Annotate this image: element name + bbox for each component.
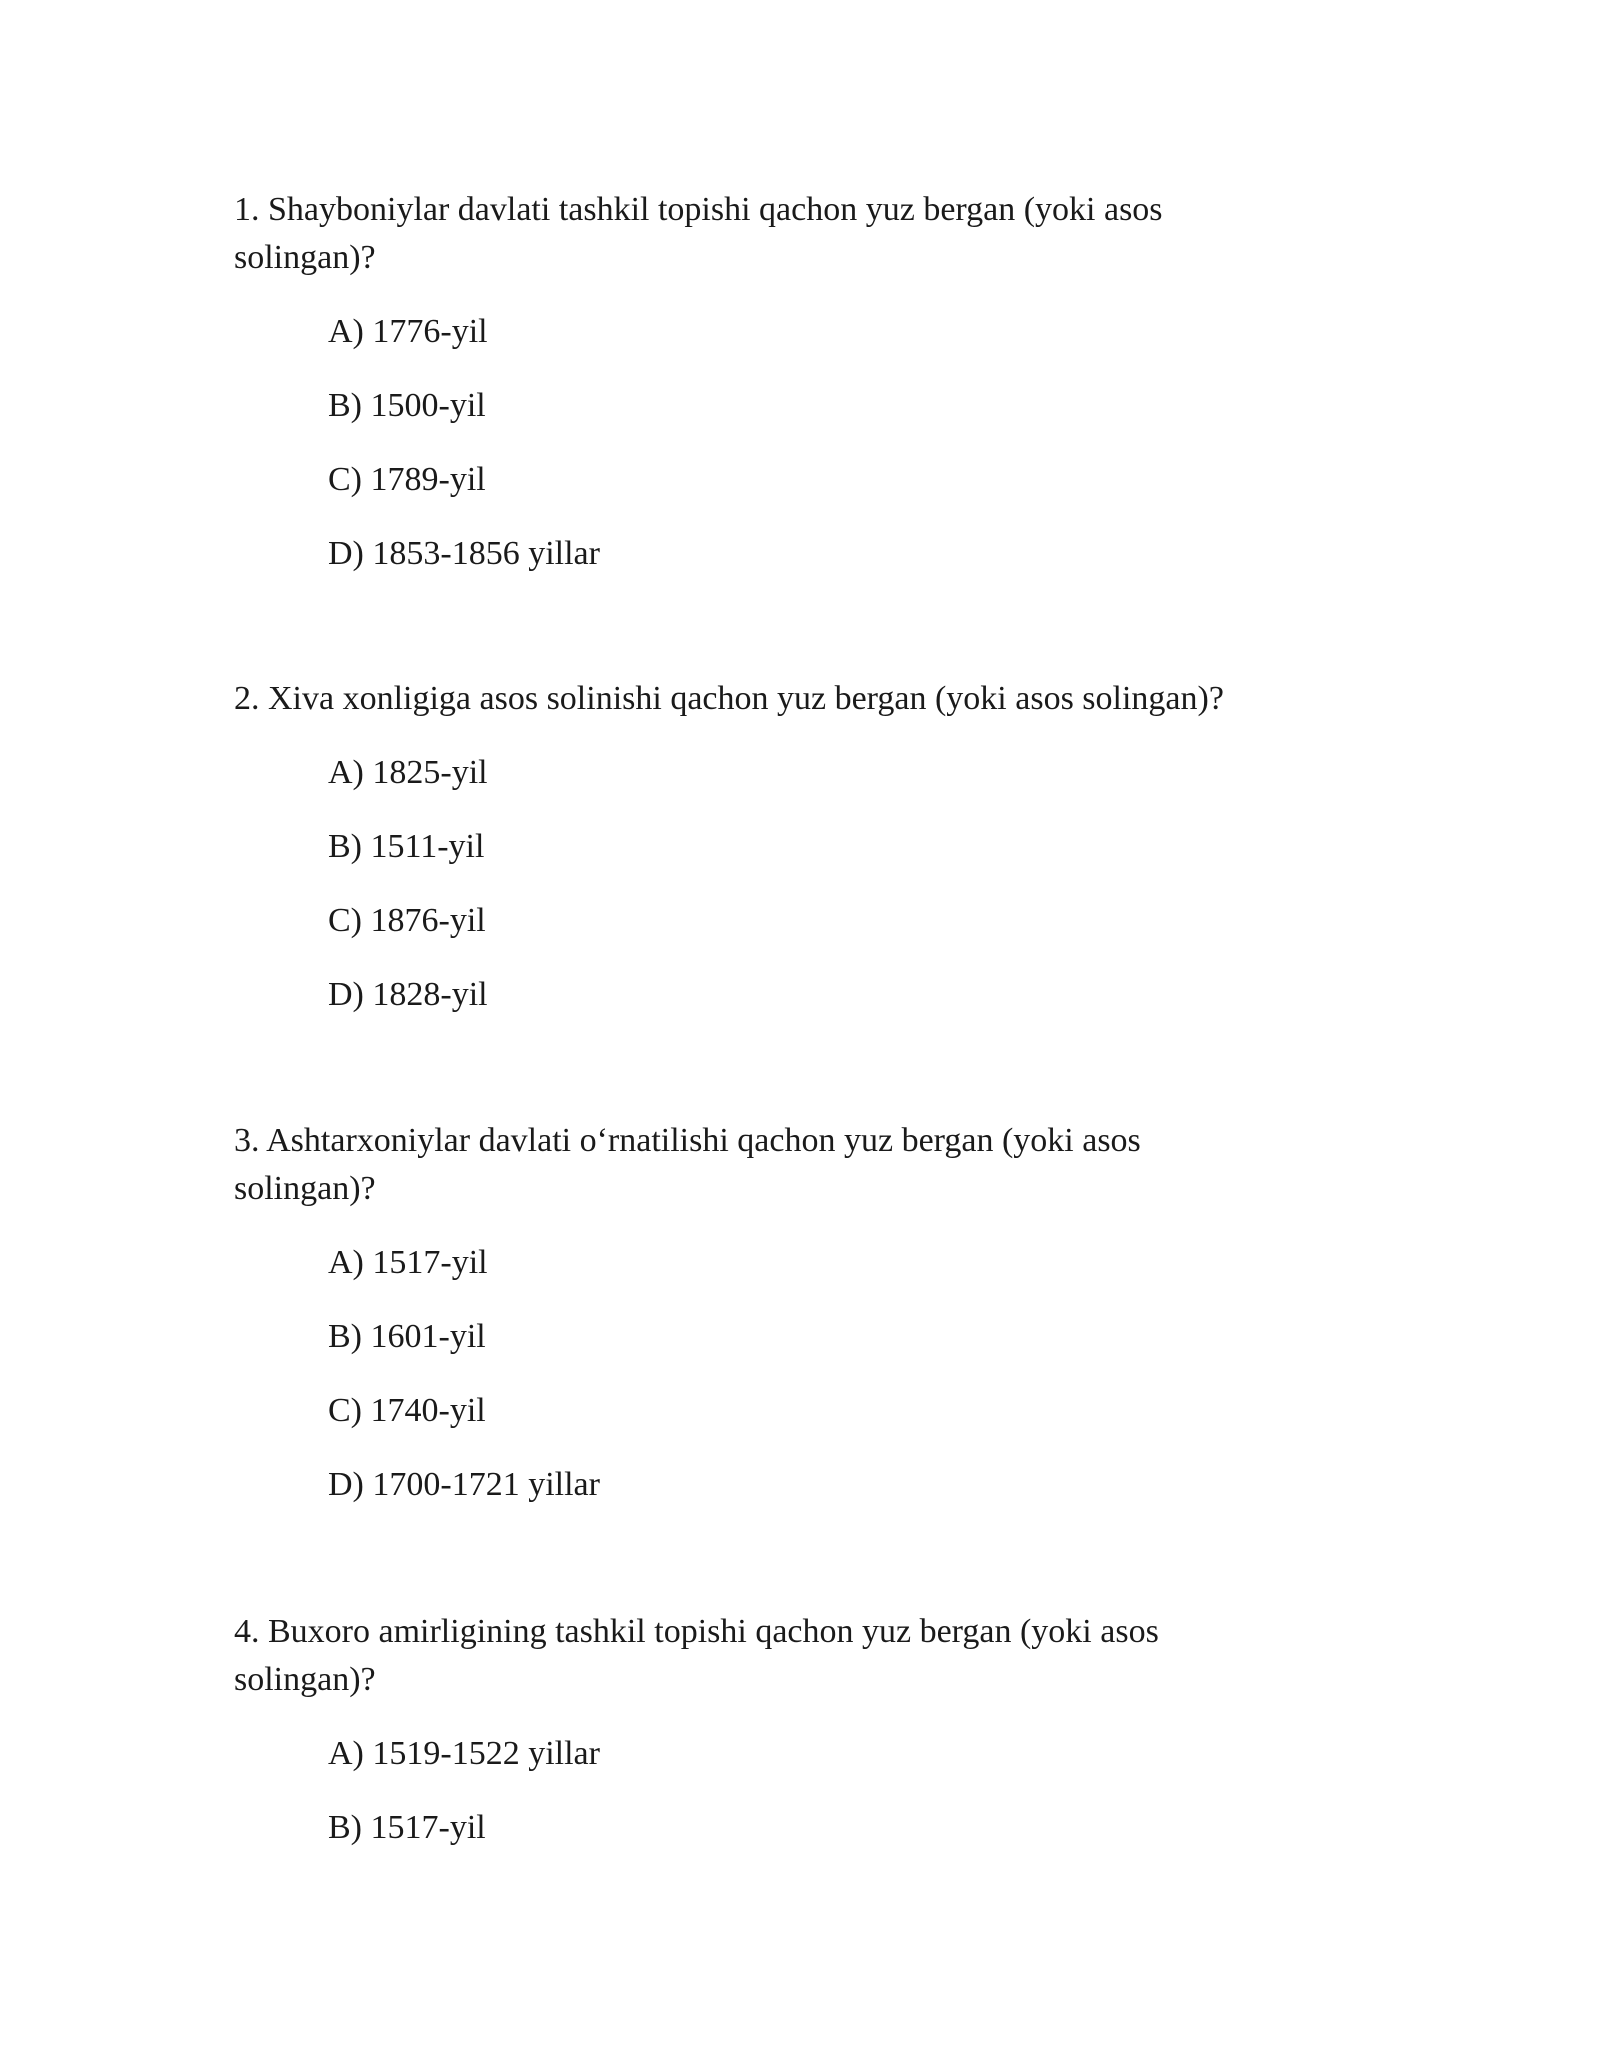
option-b: B) 1601-yil <box>328 1318 486 1355</box>
option-a: A) 1825-yil <box>328 754 488 791</box>
option-c: C) 1789-yil <box>328 461 486 498</box>
question-1 <box>234 186 1354 578</box>
answer-options <box>234 1730 1354 1852</box>
question-3 <box>234 1117 1354 1509</box>
question-text: 3. Ashtarxoniylar davlati o‘rnatilishi qachon yuz bergan (yoki asos solingan)? <box>234 1122 1141 1207</box>
option-d: D) 1853-1856 yillar <box>328 535 600 572</box>
option-d: D) 1828-yil <box>328 976 488 1013</box>
question-4 <box>234 1608 1354 1852</box>
question-2 <box>234 675 1354 1019</box>
option-a: A) 1776-yil <box>328 313 488 350</box>
answer-options <box>234 749 1354 1019</box>
option-d: D) 1700-1721 yillar <box>328 1466 600 1503</box>
option-c: C) 1876-yil <box>328 902 486 939</box>
option-b: B) 1511-yil <box>328 828 485 865</box>
answer-options <box>234 1239 1354 1509</box>
question-text: 2. Xiva xonligiga asos solinishi qachon yuz bergan (yoki asos solingan)? <box>234 680 1224 717</box>
question-text: 1. Shayboniylar davlati tashkil topishi qachon yuz bergan (yoki asos solingan)? <box>234 191 1163 276</box>
option-c: C) 1740-yil <box>328 1392 486 1429</box>
option-b: B) 1517-yil <box>328 1809 486 1846</box>
option-a: A) 1517-yil <box>328 1244 488 1281</box>
option-b: B) 1500-yil <box>328 387 486 424</box>
option-a: A) 1519-1522 yillar <box>328 1735 600 1772</box>
question-text: 4. Buxoro amirligining tashkil topishi qachon yuz bergan (yoki asos solingan)? <box>234 1613 1159 1698</box>
answer-options <box>234 308 1354 578</box>
